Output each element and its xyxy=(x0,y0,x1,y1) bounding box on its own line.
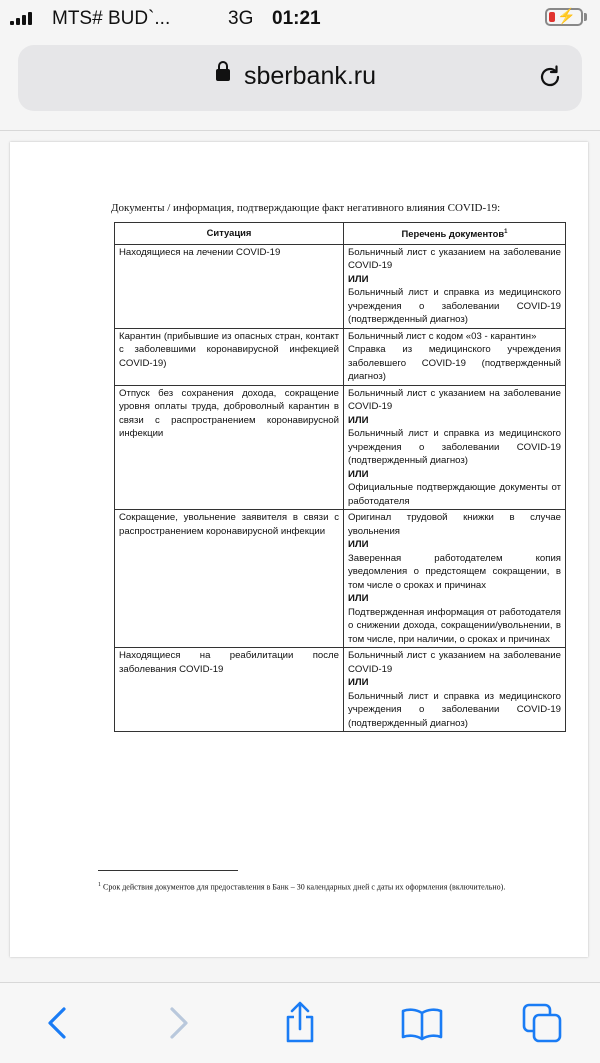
footnote-text: Срок действия документов для предоставления в Банк – 30 календарных дней с даты их оформления (включительно). xyxy=(101,882,506,892)
document-item: Официальные подтверждающие документы от работодателя xyxy=(348,482,561,507)
header-situation: Ситуация xyxy=(115,223,344,245)
document-item: Больничный лист с указанием на заболевание COVID-19 xyxy=(348,650,561,675)
table-row xyxy=(115,328,566,385)
document-page xyxy=(10,142,588,957)
document-item: Больничный лист и справка из медицинского учреждения о заболевании COVID-19 (подтвержденный диагноз) xyxy=(348,428,561,467)
table-row xyxy=(115,385,566,510)
documents-table xyxy=(114,222,566,732)
bookmarks-icon[interactable] xyxy=(400,1001,444,1045)
situation-cell: Находящиеся на лечении COVID-19 xyxy=(115,244,344,328)
document-item: Больничный лист с кодом «03 - карантин» xyxy=(348,330,537,342)
footnote-marker: 1 xyxy=(504,229,508,235)
forward-icon[interactable] xyxy=(156,1001,200,1045)
document-item: Больничный лист и справка из медицинского учреждения о заболевании COVID-19 (подтвержденный диагноз) xyxy=(348,690,561,729)
table-row xyxy=(115,648,566,732)
status-bar xyxy=(0,0,600,40)
header-documents: Перечень документов$^1$ xyxy=(344,223,566,245)
share-icon[interactable] xyxy=(278,1001,322,1045)
footnote xyxy=(98,880,558,893)
carrier-name: MTS# BUD`... xyxy=(52,8,171,29)
signal-icon xyxy=(10,11,32,25)
or-separator: ИЛИ xyxy=(348,677,369,689)
tabs-icon[interactable] xyxy=(520,1001,564,1045)
document-caption: Документы / информация, подтверждающие факт негативного влияния COVID-19: xyxy=(111,202,501,214)
table-header-row xyxy=(115,223,566,245)
document-item: Справка из медицинского учреждения заболевшего COVID-19 (подтвержденный диагноз) xyxy=(348,344,561,383)
situation-cell: Находящиеся на реабилитации после заболевания COVID-19 xyxy=(115,648,344,732)
document-item: Заверенная работодателем копия уведомления о предстоящем сокращении, в том числе о сроках и причинах xyxy=(348,552,561,591)
back-icon[interactable] xyxy=(36,1001,80,1045)
documents-cell xyxy=(344,648,566,732)
document-item: Больничный лист с указанием на заболевание COVID-19 xyxy=(348,387,561,413)
or-separator: ИЛИ xyxy=(348,414,369,426)
situation-cell: Отпуск без сохранения дохода, сокращение уровня оплаты труда, доброволный карантин в связи с распространением коронавирусной инфекции xyxy=(115,385,344,510)
network-type: 3G xyxy=(228,8,254,29)
lock-icon xyxy=(216,69,230,81)
clock: 01:21 xyxy=(272,8,321,29)
document-item: Подтвержденная информация от работодателя о снижении дохода, сокращении/увольнении, в том числе, при наличии, о сроках и причинах xyxy=(348,606,561,645)
battery-tip xyxy=(584,13,587,21)
documents-cell xyxy=(344,244,566,328)
or-separator: ИЛИ xyxy=(348,468,369,480)
footnote-divider xyxy=(98,870,238,871)
table-row xyxy=(115,510,566,648)
document-item: Больничный лист с указанием на заболевание COVID-19 xyxy=(348,246,561,272)
situation-cell: Карантин (прибывшие из опасных стран, контакт с заболевшими коронавирусной инфекцией COVID-19) xyxy=(115,328,344,385)
table-row xyxy=(115,244,566,328)
document-item: Оригинал трудовой книжки в случае увольнения xyxy=(348,512,561,537)
document-item: Больничный лист и справка из медицинского учреждения о заболевании COVID-19 (подтвержденный диагноз) xyxy=(348,287,561,326)
address-bar[interactable] xyxy=(18,45,582,111)
or-separator: ИЛИ xyxy=(348,539,369,551)
divider xyxy=(0,130,600,131)
or-separator: ИЛИ xyxy=(348,273,369,285)
documents-cell xyxy=(344,328,566,385)
documents-cell xyxy=(344,385,566,510)
documents-cell xyxy=(344,510,566,648)
battery-icon: ⚡ xyxy=(545,8,583,26)
reload-icon[interactable] xyxy=(536,63,564,91)
browser-toolbar xyxy=(0,983,600,1063)
url-text[interactable]: sberbank.ru xyxy=(244,62,377,90)
situation-cell: Сокращение, увольнение заявителя в связи с распространением коронавирусной инфекции xyxy=(115,510,344,648)
or-separator: ИЛИ xyxy=(348,593,369,605)
footnote-number: 1 xyxy=(98,882,101,888)
